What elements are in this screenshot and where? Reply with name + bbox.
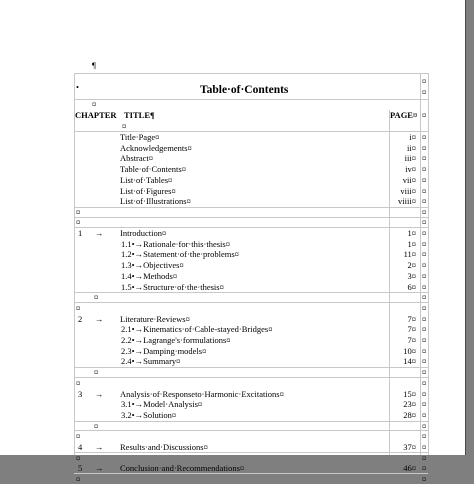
toc-entry-page: viii¤ [400,185,416,196]
cell-end-mark: ¤ [422,238,427,249]
toc-entry-title: Title·Page¤ [120,132,160,142]
chapter-page: 37¤ [403,442,416,452]
chapter-number: 4 [78,442,83,452]
chapter-page: 15¤ [403,388,416,399]
table-rule [74,217,428,218]
cell-end-mark: ¤ [76,377,81,388]
table-rule [74,207,428,208]
toc-entry-title: List·of·Figures¤ [120,185,176,196]
cell-end-mark: ¤ [422,196,427,207]
cell-end-mark: ¤ [422,431,427,442]
tab-arrow: → [95,442,104,452]
section-page: 3¤ [407,270,416,281]
cell-end-mark: ¤ [422,463,427,474]
section-title: 1.1•→Rationale·for·this·thesis¤ [121,238,230,249]
section-page: 7¤ [407,324,416,335]
vertical-scrollbar[interactable] [466,0,474,455]
chapter-title: Results·and·Discussions¤ [120,442,208,452]
section-title: 3.2•→Solution¤ [121,409,177,420]
cell-end-mark: ¤ [422,164,427,175]
cell-end-mark: ¤ [422,388,427,399]
cell-end-mark: ¤ [76,474,81,484]
header-title: TITLE¶ [124,110,155,120]
section-page: 23¤ [403,399,416,410]
cell-end-mark: ¤ [422,207,427,217]
toc-entry-title: Abstract¤ [120,153,154,164]
cell-end-mark: ¤ [422,313,427,324]
cell-end-mark: ¤ [422,452,427,463]
tab-arrow: → [95,228,104,238]
cell-end-mark: ¤ [76,302,81,313]
section-title: 1.4•→Methods¤ [121,270,178,281]
toc-entry-title: List·of·Tables¤ [120,174,173,185]
tab-arrow: → [95,463,104,474]
toc-entry-title: Acknowledgements¤ [120,142,192,153]
header-chapter: CHAPTER [75,110,117,120]
table-rule [74,377,428,378]
cell-end-mark: ¤ [422,367,427,378]
cell-end-mark: ¤ [422,281,427,292]
cell-end-mark: ¤ [422,110,427,120]
cell-end-mark: ¤ [94,292,99,303]
cell-end-mark: ¤ [76,217,81,227]
cell-end-mark: ¤ [422,260,427,271]
table-rule [74,292,428,293]
table-rule [74,421,428,422]
section-title: 1.2•→Statement·of·the·problems¤ [121,249,239,260]
cell-end-mark: ¤ [422,409,427,420]
table-rule [389,110,390,455]
cell-end-mark: ¤ [422,76,427,86]
cell-end-mark: ¤ [422,302,427,313]
chapter-number: 5 [78,463,83,474]
table-rule [74,430,428,431]
toc-entry-page: viiii¤ [398,196,416,207]
section-title: 2.3•→Damping·models¤ [121,345,207,356]
section-page: 10¤ [403,345,416,356]
table-rule [74,473,428,474]
cell-end-mark: ¤ [92,99,97,109]
section-page: 6¤ [407,281,416,292]
cell-end-mark: ¤ [422,420,427,431]
cell-end-mark: ¤ [422,228,427,238]
cell-end-mark: ¤ [422,174,427,185]
cell-end-mark: ¤ [94,420,99,431]
section-page: 28¤ [403,409,416,420]
cell-end-mark: ¤ [76,452,81,463]
section-title: 3.1•→Model·Analysis¤ [121,399,203,410]
tab-arrow: → [95,388,104,399]
table-rule [74,367,428,368]
section-page: 7¤ [407,335,416,345]
cell-end-mark: ¤ [422,356,427,367]
table-rule [74,99,428,100]
chapter-number: 1 [78,228,83,238]
cell-end-mark: ¤ [422,153,427,164]
chapter-title: Analysis·of·Responseto·Harmonic·Excitations¤ [120,388,284,399]
section-page: 1¤ [407,238,416,249]
paragraph-mark: ¶ [92,60,96,70]
section-title: 1.3•→Objectives¤ [121,260,184,271]
bullet-mark: • [76,82,79,92]
toc-entry-title: List·of·Illustrations¤ [120,196,191,207]
cell-end-mark: ¤ [422,474,427,484]
chapter-page: 7¤ [407,313,416,324]
cell-end-mark: ¤ [422,87,427,97]
toc-entry-page: ii¤ [407,142,416,153]
section-title: 2.1•→Kinematics·of·Cable-stayed·Bridges¤ [121,324,273,335]
chapter-title: Conclusion·and·Recommendations¤ [120,463,245,474]
table-rule [74,73,428,74]
table-rule [74,452,428,453]
cell-end-mark: ¤ [122,121,127,131]
cell-end-mark: ¤ [422,399,427,410]
cell-end-mark: ¤ [76,207,81,217]
chapter-number: 2 [78,313,83,324]
cell-end-mark: ¤ [422,249,427,260]
cell-end-mark: ¤ [76,431,81,442]
section-page: 14¤ [403,356,416,367]
cell-end-mark: ¤ [422,185,427,196]
toc-entry-page: iii¤ [404,153,416,164]
cell-end-mark: ¤ [422,292,427,303]
section-page: 2¤ [407,260,416,271]
chapter-page: 1¤ [407,228,416,238]
tab-arrow: → [95,313,104,324]
header-page: PAGE¤ [390,110,418,120]
chapter-title: Introduction¤ [120,228,167,238]
section-title: 2.4•→Summary¤ [121,356,181,367]
cell-end-mark: ¤ [422,335,427,345]
table-rule [428,73,429,455]
chapter-page: 46¤ [403,463,416,474]
section-title: 2.2•→Lagrange's·formulations¤ [121,335,231,345]
cell-end-mark: ¤ [422,270,427,281]
toc-entry-page: i¤ [409,132,416,142]
cell-end-mark: ¤ [422,132,427,142]
cell-end-mark: ¤ [422,324,427,335]
cell-end-mark: ¤ [422,442,427,452]
section-page: 11¤ [403,249,416,260]
toc-entry-page: iv¤ [405,164,416,175]
cell-end-mark: ¤ [422,345,427,356]
cell-end-mark: ¤ [94,367,99,378]
toc-entry-title: Table·of·Contents¤ [120,164,186,175]
toc-title: Table·of·Contents [200,84,289,96]
table-rule [74,302,428,303]
section-title: 1.5•→Structure·of·the·thesis¤ [121,281,224,292]
chapter-title: Literature·Reviews¤ [120,313,190,324]
toc-entry-page: vii¤ [402,174,416,185]
cell-end-mark: ¤ [422,142,427,153]
cell-end-mark: ¤ [422,377,427,388]
cell-end-mark: ¤ [422,217,427,227]
chapter-number: 3 [78,388,83,399]
